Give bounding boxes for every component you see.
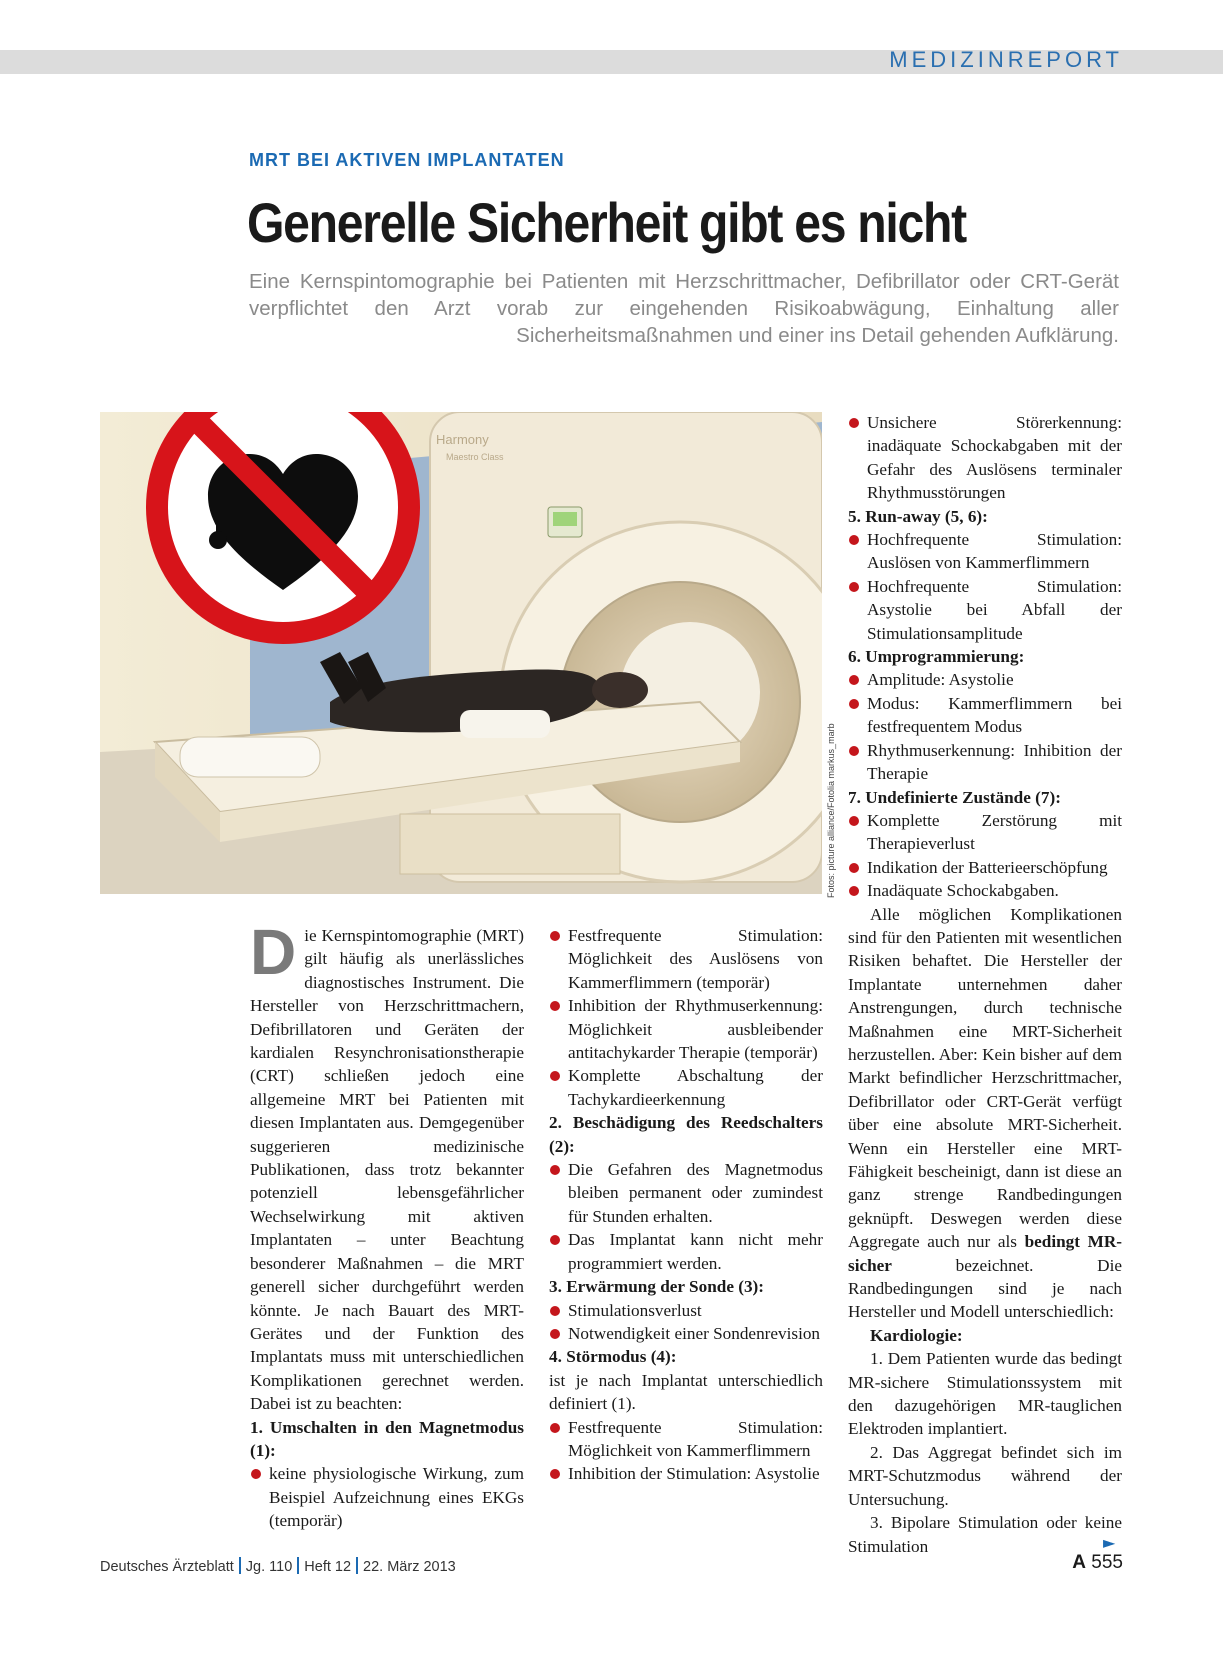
page-prefix: A	[1072, 1552, 1087, 1573]
separator	[297, 1557, 299, 1574]
list-item: Inhibition der Rhythmuserkennung: Möglichkeit ausbleibender antitachykarder Therapie (temporär)	[549, 994, 823, 1064]
article-headline: Generelle Sicherheit gibt es nicht	[247, 191, 966, 254]
subhead-6: 6. Umprogrammierung:	[848, 647, 1025, 667]
continue-arrow-icon: ►	[1103, 1533, 1116, 1552]
body-column-3	[848, 411, 1122, 1558]
subhead-5: 5. Run-away (5, 6):	[848, 506, 988, 526]
body-column-2	[549, 924, 823, 1486]
paragraph-conclusion	[848, 903, 1122, 1324]
page-number	[1072, 1552, 1123, 1574]
scanner-model: Maestro Class	[446, 452, 504, 462]
paragraph-text: bezeichnet. Die Randbedingungen sind je nach Hersteller und Modell unterschiedlich:	[848, 1255, 1122, 1322]
no-pacemaker-sign	[157, 412, 409, 633]
list-item: Inadäquate Schockabgaben.	[848, 879, 1122, 902]
list-item: Rhythmuserkennung: Inhibition der Therapie	[848, 739, 1122, 786]
article-lead: Eine Kernspintomographie bei Patienten mit Herzschrittmacher, Defibrillator oder CRT-Gerät verpflichtet den Arzt vorab zur eingehenden Risikoabwägung, Einhaltung aller Sicherheitsmaßnahmen und einer ins Detail gehenden Aufklärung.	[249, 270, 1119, 347]
list-item: keine physiologische Wirkung, zum Beispiel Aufzeichnung eines EKGs (temporär)	[250, 1462, 524, 1532]
photo-credit: Fotos: picture alliance/Fotolia markus_marb	[826, 723, 836, 898]
numbered-item: 1. Dem Patienten wurde das bedingt MR-sichere Stimulationssystem mit den dazugehörigen MR-tauglichen Elektroden implantiert.	[848, 1349, 1122, 1439]
paragraph-text: Alle möglichen Komplikationen sind für den Patienten mit wesentlichen Risiken behaftet. Die Hersteller der Implantate unternehmen daher Anstrengungen, durch technische Maßnahmen eine MRT-Sicherheit herzustellen. Aber: Kein bisher auf dem Markt befindlicher Herzschrittmacher, Defibrillator oder CRT-Gerät verfügt über eine absolute MRT-Sicherheit. Wenn ein Hersteller eine MRT-Fähigkeit bescheinigt, dann ist diese an ganz strenge Randbedingungen geknüpft. Deswegen werden diese Aggregate auch nur als	[848, 904, 1122, 1252]
dropcap: D	[250, 916, 297, 988]
numbered-item: 2. Das Aggregat befindet sich im MRT-Schutzmodus während der Untersuchung.	[848, 1442, 1122, 1509]
volume: Jg. 110	[245, 1559, 293, 1575]
emphasis-text: bedingt MR-sicher	[848, 1232, 1122, 1275]
list-item: Notwendigkeit einer Sondenrevision	[549, 1322, 823, 1345]
numbered-item: 3. Bipolare Stimulation oder keine Stimulation	[848, 1513, 1122, 1556]
subhead-3: 3. Erwärmung der Sonde (3):	[549, 1277, 765, 1297]
list-item: Komplette Abschaltung der Tachykardieerkennung	[549, 1064, 823, 1111]
subhead-1: 1. Umschalten in den Magnetmodus (1):	[250, 1417, 524, 1460]
list-item: Unsichere Störerkennung: inadäquate Schockabgaben mit der Gefahr des Auslösens terminaler Rhythmusstörungen	[848, 411, 1122, 505]
mri-photo	[100, 412, 822, 894]
list-item: Stimulationsverlust	[549, 1299, 823, 1322]
body-column-1	[250, 916, 524, 1533]
list-item: Die Gefahren des Magnetmodus bleiben permanent oder zumindest für Stunden erhalten.	[549, 1158, 823, 1228]
journal-name: Deutsches Ärzteblatt	[100, 1559, 234, 1575]
list-item: Inhibition der Stimulation: Asystolie	[549, 1462, 823, 1485]
list-item: Festfrequente Stimulation: Möglichkeit von Kammerflimmern	[549, 1416, 823, 1463]
list-item: Komplette Zerstörung mit Therapieverlust	[848, 809, 1122, 856]
separator	[356, 1557, 358, 1574]
subhead-4: 4. Störmodus (4):	[549, 1347, 677, 1367]
list-item: Indikation der Batterieerschöpfung	[848, 856, 1122, 879]
section-label: MEDIZINREPORT	[889, 47, 1123, 72]
page-number-value: 555	[1091, 1552, 1123, 1573]
subhead-kardiologie: Kardiologie:	[870, 1325, 963, 1345]
issue: Heft 12	[304, 1559, 352, 1575]
separator	[239, 1557, 241, 1574]
subhead-7: 7. Undefinierte Zustände (7):	[848, 787, 1061, 807]
list-item: Amplitude: Asystolie	[848, 668, 1122, 691]
intro-text: ie Kernspintomographie (MRT) gilt häufig als unerlässliches diagnostisches Instrument. Die Hersteller von Herzschrittmachern, Defibrillatoren und Geräten der kardialen Resynchronisationstherapie (CRT) schließen jedoch eine allgemeine MRT bei Patienten mit diesen Implantaten aus. Demgegenüber suggerieren medizinische Publikationen, dass trotz bekannter potenziell lebensgefährlicher Wechselwirkung mit aktiven Implantaten – unter Beachtung besonderer Maßnahmen – die MRT generell sicher durchgeführt werden könnte. Je nach Bauart des MRT-Gerätes und der Funktion des Implantats muss mit unterschiedlichen Komplikationen gerechnet werden. Dabei ist zu beachten:	[250, 926, 524, 1414]
date: 22. März 2013	[363, 1559, 456, 1575]
subhead-2: 2. Beschädigung des Reedschalters (2):	[549, 1113, 823, 1156]
article-kicker: MRT BEI AKTIVEN IMPLANTATEN	[249, 150, 565, 170]
list-item: Hochfrequente Stimulation: Asystolie bei Abfall der Stimulationsamplitude	[848, 575, 1122, 645]
mri-scanner	[430, 412, 822, 882]
scanner-brand: Harmony	[436, 432, 489, 447]
footer	[100, 1557, 456, 1575]
paragraph: ist je nach Implantat unterschiedlich definiert (1).	[549, 1370, 823, 1414]
list-item: Festfrequente Stimulation: Möglichkeit des Auslösens von Kammerflimmern (temporär)	[549, 924, 823, 994]
list-item: Modus: Kammerflimmern bei festfrequentem Modus	[848, 692, 1122, 739]
list-item: Das Implantat kann nicht mehr programmiert werden.	[549, 1228, 823, 1275]
list-item: Hochfrequente Stimulation: Auslösen von Kammerflimmern	[848, 528, 1122, 575]
